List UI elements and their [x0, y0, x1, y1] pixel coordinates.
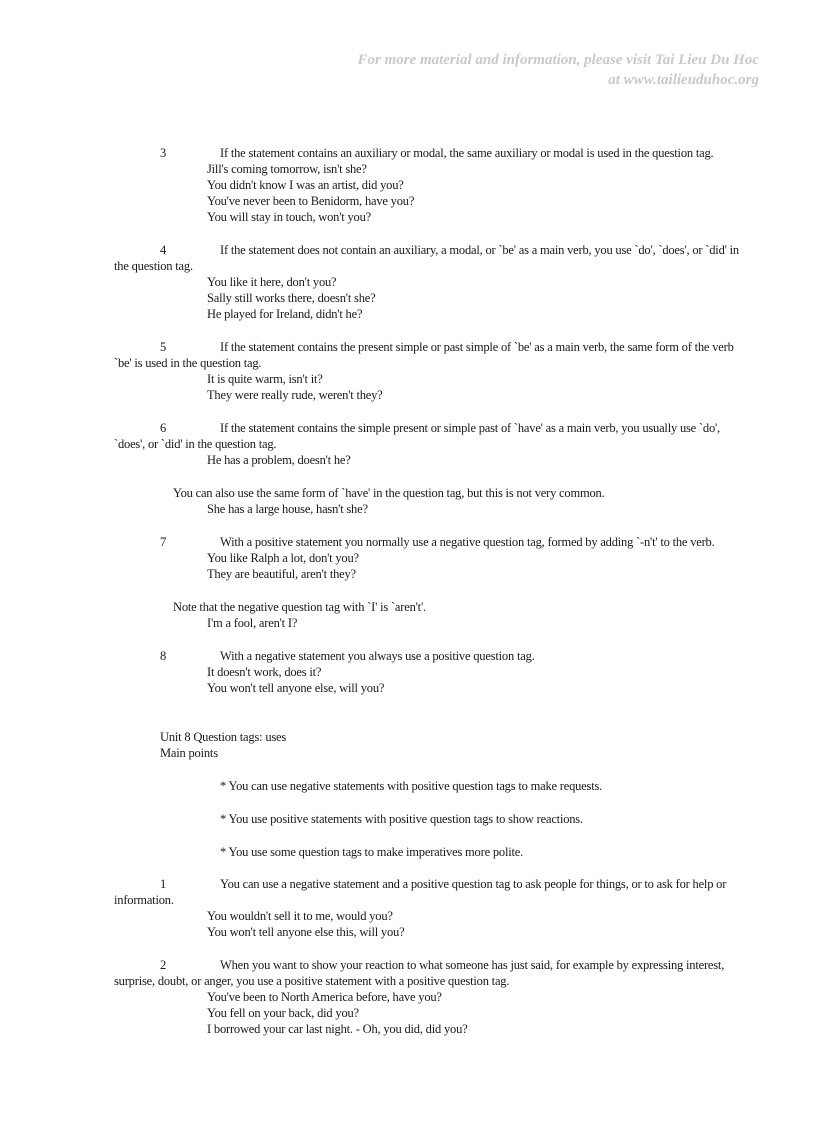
rule-text-continued: information.: [114, 893, 174, 907]
main-point: * You use positive statements with positive question tags to show reactions.: [220, 812, 583, 826]
rule-number: 6: [160, 421, 167, 435]
example: You like it here, don't you?: [207, 275, 337, 289]
note: You can also use the same form of `have' in the question tag, but this is not very common.: [173, 486, 605, 500]
main-point: * You can use negative statements with positive question tags to make requests.: [220, 779, 603, 793]
watermark: [357, 50, 759, 90]
main-point: * You use some question tags to make imperatives more polite.: [220, 845, 524, 859]
rule-number: 7: [160, 535, 167, 549]
example: You won't tell anyone else, will you?: [207, 681, 385, 695]
rule-text-continued: `be' is used in the question tag.: [114, 356, 262, 370]
example: She has a large house, hasn't she?: [207, 502, 368, 516]
example: You've never been to Benidorm, have you?: [207, 194, 415, 208]
example: He has a problem, doesn't he?: [207, 453, 351, 467]
rule-text-continued: `does', or `did' in the question tag.: [114, 437, 277, 451]
watermark-line-2: at www.tailieuduhoc.org: [608, 72, 759, 88]
example: They are beautiful, aren't they?: [207, 567, 356, 581]
rule-text: You can use a negative statement and a positive question tag to ask people for things, or to ask for help or: [220, 877, 727, 891]
rule-text: With a negative statement you always use a positive question tag.: [220, 649, 535, 663]
rule-number: 4: [160, 243, 167, 257]
rule-number: 8: [160, 649, 167, 663]
rule-number: 2: [160, 958, 167, 972]
example: You will stay in touch, won't you?: [207, 210, 371, 224]
rule-text: When you want to show your reaction to what someone has just said, for example by expressing interest,: [220, 958, 725, 972]
example: I borrowed your car last night. - Oh, you did, did you?: [207, 1022, 468, 1036]
example: I'm a fool, aren't I?: [207, 616, 298, 630]
unit-title: Unit 8 Question tags: uses: [160, 730, 287, 744]
example: You like Ralph a lot, don't you?: [207, 551, 359, 565]
rule-text: If the statement does not contain an auxiliary, a modal, or `be' as a main verb, you use `do', `does', or `did' in: [220, 243, 739, 257]
example: It doesn't work, does it?: [207, 665, 322, 679]
rule-number: 3: [160, 146, 167, 160]
unit-subtitle: Main points: [160, 746, 218, 760]
example: He played for Ireland, didn't he?: [207, 307, 363, 321]
rule-text: If the statement contains the present simple or past simple of `be' as a main verb, the same form of the verb: [220, 340, 734, 354]
example: Jill's coming tomorrow, isn't she?: [207, 162, 367, 176]
example: You've been to North America before, have you?: [207, 990, 442, 1004]
example: You fell on your back, did you?: [207, 1006, 359, 1020]
rule-number: 1: [160, 877, 167, 891]
example: They were really rude, weren't they?: [207, 388, 383, 402]
note: Note that the negative question tag with `I' is `aren't'.: [173, 600, 426, 614]
rule-text: If the statement contains an auxiliary or modal, the same auxiliary or modal is used in the question tag.: [220, 146, 714, 160]
rule-text-continued: surprise, doubt, or anger, you use a positive statement with a positive question tag.: [114, 974, 510, 988]
example: It is quite warm, isn't it?: [207, 372, 323, 386]
example: You won't tell anyone else this, will you?: [207, 925, 405, 939]
watermark-line-1: For more material and information, please visit Tai Lieu Du Hoc: [357, 52, 759, 68]
rule-text: If the statement contains the simple present or simple past of `have' as a main verb, you usually use `do',: [220, 421, 720, 435]
example: You wouldn't sell it to me, would you?: [207, 909, 393, 923]
example: Sally still works there, doesn't she?: [207, 291, 376, 305]
example: You didn't know I was an artist, did you?: [207, 178, 404, 192]
rule-text-continued: the question tag.: [114, 259, 193, 273]
rule-number: 5: [160, 340, 167, 354]
rule-text: With a positive statement you normally use a negative question tag, formed by adding `-n't' to the verb.: [220, 535, 715, 549]
